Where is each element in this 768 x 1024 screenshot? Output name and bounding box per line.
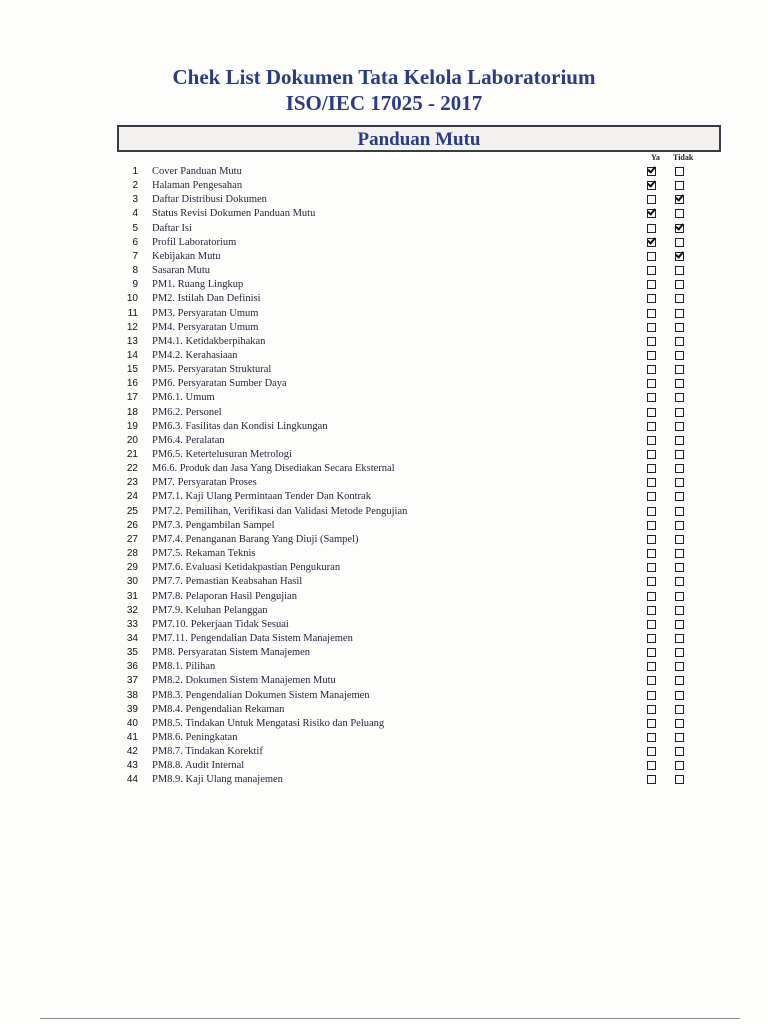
tidak-checkbox[interactable] bbox=[675, 436, 684, 445]
item-label: PM7.3. Pengambilan Sampel bbox=[152, 519, 275, 531]
item-label: PM3. Persyaratan Umum bbox=[152, 307, 259, 319]
checklist-row bbox=[0, 505, 768, 519]
ya-checkbox[interactable] bbox=[647, 662, 656, 671]
item-number: 31 bbox=[126, 590, 138, 602]
ya-checkbox[interactable] bbox=[647, 535, 656, 544]
tidak-checkbox[interactable] bbox=[675, 422, 684, 431]
tidak-checkbox[interactable] bbox=[675, 719, 684, 728]
item-number: 22 bbox=[126, 463, 138, 475]
tidak-checkbox[interactable] bbox=[675, 620, 684, 629]
checklist-row bbox=[0, 632, 768, 646]
item-label: PM8. Persyaratan Sistem Manajemen bbox=[152, 647, 311, 659]
checklist-row bbox=[0, 745, 768, 759]
item-label: Cover Panduan Mutu bbox=[152, 166, 242, 177]
item-label: PM1. Ruang Lingkup bbox=[152, 279, 244, 291]
item-number: 38 bbox=[126, 689, 138, 701]
checklist-row bbox=[0, 349, 768, 363]
checklist-row bbox=[0, 236, 768, 250]
item-label: Daftar Isi bbox=[152, 222, 192, 234]
tidak-checkbox[interactable] bbox=[675, 507, 684, 516]
ya-checkbox[interactable] bbox=[647, 563, 656, 572]
ya-checkbox[interactable] bbox=[647, 379, 656, 388]
checklist-row bbox=[0, 307, 768, 321]
item-label: PM8.2. Dokumen Sistem Manajemen Mutu bbox=[152, 675, 336, 687]
item-label: PM4.1. Ketidakberpihakan bbox=[152, 335, 266, 347]
ya-checkbox[interactable] bbox=[647, 620, 656, 629]
item-number: 24 bbox=[126, 491, 138, 503]
ya-checkbox[interactable] bbox=[647, 167, 656, 176]
ya-checkbox[interactable] bbox=[647, 577, 656, 586]
item-number: 20 bbox=[126, 434, 138, 446]
checklist-row bbox=[0, 561, 768, 575]
item-number: 29 bbox=[126, 562, 138, 574]
tidak-checkbox[interactable] bbox=[675, 775, 684, 784]
checklist-row bbox=[0, 703, 768, 717]
checklist-row bbox=[0, 391, 768, 405]
checklist-row bbox=[0, 759, 768, 773]
item-label: PM7.1. Kaji Ulang Permintaan Tender Dan Kontrak bbox=[152, 491, 371, 503]
tidak-checkbox[interactable] bbox=[675, 592, 684, 601]
ya-checkbox[interactable] bbox=[647, 676, 656, 685]
checklist-row bbox=[0, 618, 768, 632]
tidak-checkbox[interactable] bbox=[675, 521, 684, 530]
checklist-row bbox=[0, 193, 768, 207]
item-label: PM8.6. Peningkatan bbox=[152, 732, 238, 743]
tidak-checkbox[interactable] bbox=[675, 535, 684, 544]
item-number: 36 bbox=[126, 661, 138, 673]
item-number: 39 bbox=[126, 703, 138, 715]
checklist-row bbox=[0, 717, 768, 731]
item-label: Kebijakan Mutu bbox=[152, 250, 221, 262]
ya-checkbox[interactable] bbox=[647, 195, 656, 204]
ya-checkbox[interactable] bbox=[647, 351, 656, 360]
item-number: 5 bbox=[132, 222, 138, 234]
tidak-checkbox[interactable] bbox=[675, 351, 684, 360]
tidak-checkbox[interactable] bbox=[675, 309, 684, 318]
tidak-checkbox[interactable] bbox=[675, 266, 684, 275]
item-number: 15 bbox=[126, 364, 138, 376]
item-number: 21 bbox=[126, 449, 138, 460]
item-label: M6.6. Produk dan Jasa Yang Disediakan Secara Eksternal bbox=[152, 463, 395, 475]
item-label: Daftar Distribusi Dokumen bbox=[152, 194, 267, 206]
item-number: 44 bbox=[126, 774, 138, 786]
checklist-row bbox=[0, 321, 768, 335]
tidak-checkbox[interactable] bbox=[675, 252, 684, 261]
item-number: 27 bbox=[126, 533, 138, 545]
checklist-row bbox=[0, 448, 768, 462]
checklist-row bbox=[0, 264, 768, 278]
item-label: PM6.4. Peralatan bbox=[152, 434, 225, 446]
ya-checkbox[interactable] bbox=[647, 408, 656, 417]
item-label: PM6.1. Umum bbox=[152, 392, 215, 404]
item-number: 18 bbox=[126, 406, 138, 418]
tidak-checkbox[interactable] bbox=[675, 733, 684, 742]
item-label: PM7.5. Rekaman Teknis bbox=[152, 548, 256, 560]
item-number: 19 bbox=[126, 420, 138, 432]
ya-checkbox[interactable] bbox=[647, 323, 656, 332]
item-label: PM7.10. Pekerjaan Tidak Sesuai bbox=[152, 618, 289, 630]
item-label: PM6.5. Ketertelusuran Metrologi bbox=[152, 449, 292, 460]
tidak-checkbox[interactable] bbox=[675, 408, 684, 417]
item-number: 26 bbox=[126, 519, 138, 531]
ya-checkbox[interactable] bbox=[647, 266, 656, 275]
item-label: PM7.6. Evaluasi Ketidakpastian Pengukuran bbox=[152, 562, 341, 574]
item-label: PM4. Persyaratan Umum bbox=[152, 321, 259, 333]
checklist-row bbox=[0, 660, 768, 674]
ya-checkbox[interactable] bbox=[647, 507, 656, 516]
page-bottom-edge bbox=[40, 1018, 740, 1019]
ya-checkbox[interactable] bbox=[647, 733, 656, 742]
item-label: PM8.8. Audit Internal bbox=[152, 760, 245, 772]
ya-checkbox[interactable] bbox=[647, 747, 656, 756]
item-label: Sasaran Mutu bbox=[152, 265, 211, 277]
ya-checkbox[interactable] bbox=[647, 478, 656, 487]
tidak-checkbox[interactable] bbox=[675, 224, 684, 233]
tidak-checkbox[interactable] bbox=[675, 634, 684, 643]
item-label: PM8.1. Pilihan bbox=[152, 661, 216, 673]
item-label: PM6.3. Fasilitas dan Kondisi Lingkungan bbox=[152, 420, 328, 432]
ya-checkbox[interactable] bbox=[647, 691, 656, 700]
tidak-checkbox[interactable] bbox=[675, 393, 684, 402]
tidak-checkbox[interactable] bbox=[675, 549, 684, 558]
item-number: 34 bbox=[126, 632, 138, 644]
tidak-checkbox[interactable] bbox=[675, 478, 684, 487]
ya-checkbox[interactable] bbox=[647, 606, 656, 615]
tidak-checkbox[interactable] bbox=[675, 464, 684, 473]
tidak-checkbox[interactable] bbox=[675, 705, 684, 714]
tidak-checkbox[interactable] bbox=[675, 167, 684, 176]
ya-checkbox[interactable] bbox=[647, 719, 656, 728]
item-label: Halaman Pengesahan bbox=[152, 180, 243, 192]
tidak-checkbox[interactable] bbox=[675, 606, 684, 615]
tidak-checkbox[interactable] bbox=[675, 676, 684, 685]
tidak-checkbox[interactable] bbox=[675, 280, 684, 289]
ya-checkbox[interactable] bbox=[647, 224, 656, 233]
checklist-row bbox=[0, 646, 768, 660]
item-label: PM4.2. Kerahasiaan bbox=[152, 349, 238, 361]
item-label: Status Revisi Dokumen Panduan Mutu bbox=[152, 208, 316, 220]
ya-checkbox[interactable] bbox=[647, 648, 656, 657]
item-label: PM8.9. Kaji Ulang manajemen bbox=[152, 774, 283, 786]
section-header bbox=[117, 125, 721, 152]
checklist-row bbox=[0, 731, 768, 745]
item-number: 23 bbox=[126, 477, 138, 489]
ya-checkbox[interactable] bbox=[647, 238, 656, 247]
ya-checkbox[interactable] bbox=[647, 309, 656, 318]
document-subtitle: ISO/IEC 17025 - 2017 bbox=[285, 91, 483, 115]
ya-checkbox[interactable] bbox=[647, 422, 656, 431]
item-number: 9 bbox=[132, 279, 138, 291]
ya-checkbox[interactable] bbox=[647, 464, 656, 473]
item-number: 2 bbox=[132, 180, 138, 192]
checklist-row bbox=[0, 165, 768, 179]
checklist-row bbox=[0, 250, 768, 264]
item-number: 7 bbox=[132, 250, 138, 262]
item-label: PM8.5. Tindakan Untuk Mengatasi Risiko dan Peluang bbox=[152, 717, 385, 729]
tidak-checkbox[interactable] bbox=[675, 365, 684, 374]
ya-checkbox[interactable] bbox=[647, 181, 656, 190]
tidak-checkbox[interactable] bbox=[675, 761, 684, 770]
tidak-checkbox[interactable] bbox=[675, 209, 684, 218]
ya-checkbox[interactable] bbox=[647, 252, 656, 261]
item-number: 8 bbox=[132, 265, 138, 277]
ya-checkbox[interactable] bbox=[647, 705, 656, 714]
tidak-checkbox[interactable] bbox=[675, 195, 684, 204]
tidak-checkbox[interactable] bbox=[675, 238, 684, 247]
tidak-checkbox[interactable] bbox=[675, 294, 684, 303]
item-label: PM7.9. Keluhan Pelanggan bbox=[152, 604, 268, 616]
checklist-row bbox=[0, 222, 768, 236]
checklist-row bbox=[0, 689, 768, 703]
item-number: 37 bbox=[126, 675, 138, 687]
ya-checkbox[interactable] bbox=[647, 592, 656, 601]
ya-checkbox[interactable] bbox=[647, 450, 656, 459]
item-label: PM7.11. Pengendalian Data Sistem Manajemen bbox=[152, 632, 353, 644]
item-label: PM6. Persyaratan Sumber Daya bbox=[152, 378, 287, 390]
tidak-checkbox[interactable] bbox=[675, 747, 684, 756]
ya-checkbox[interactable] bbox=[647, 521, 656, 530]
item-number: 10 bbox=[126, 293, 138, 305]
checklist-row bbox=[0, 292, 768, 306]
checklist-row bbox=[0, 476, 768, 490]
checklist-row bbox=[0, 179, 768, 193]
ya-checkbox[interactable] bbox=[647, 337, 656, 346]
checklist-row bbox=[0, 490, 768, 504]
document-title: Chek List Dokumen Tata Kelola Laboratorium bbox=[172, 65, 596, 89]
tidak-checkbox[interactable] bbox=[675, 450, 684, 459]
item-number: 14 bbox=[126, 349, 138, 361]
item-number: 32 bbox=[126, 604, 138, 616]
item-label: PM8.3. Pengendalian Dokumen Sistem Manajemen bbox=[152, 689, 370, 701]
item-number: 41 bbox=[126, 732, 138, 743]
item-number: 35 bbox=[126, 647, 138, 659]
item-number: 28 bbox=[126, 548, 138, 560]
ya-checkbox[interactable] bbox=[647, 775, 656, 784]
checklist-row bbox=[0, 462, 768, 476]
column-header-ya: Ya bbox=[651, 153, 660, 162]
checklist-row bbox=[0, 590, 768, 604]
item-number: 40 bbox=[126, 717, 138, 729]
item-label: PM8.4. Pengendalian Rekaman bbox=[152, 703, 285, 715]
checklist-row bbox=[0, 773, 768, 787]
checklist-row bbox=[0, 575, 768, 589]
ya-checkbox[interactable] bbox=[647, 634, 656, 643]
ya-checkbox[interactable] bbox=[647, 549, 656, 558]
section-title: Panduan Mutu bbox=[357, 129, 481, 150]
item-label: PM5. Persyaratan Struktural bbox=[152, 364, 272, 376]
ya-checkbox[interactable] bbox=[647, 365, 656, 374]
tidak-checkbox[interactable] bbox=[675, 323, 684, 332]
item-number: 25 bbox=[126, 505, 138, 517]
item-number: 6 bbox=[132, 236, 138, 248]
checklist-row bbox=[0, 335, 768, 349]
item-number: 16 bbox=[126, 378, 138, 390]
item-number: 33 bbox=[126, 618, 138, 630]
item-number: 1 bbox=[132, 166, 138, 177]
ya-checkbox[interactable] bbox=[647, 209, 656, 218]
item-label: PM6.2. Personel bbox=[152, 406, 222, 418]
item-number: 43 bbox=[126, 760, 138, 772]
ya-checkbox[interactable] bbox=[647, 436, 656, 445]
tidak-checkbox[interactable] bbox=[675, 662, 684, 671]
ya-checkbox[interactable] bbox=[647, 280, 656, 289]
item-number: 3 bbox=[132, 194, 138, 206]
ya-checkbox[interactable] bbox=[647, 492, 656, 501]
item-number: 4 bbox=[132, 208, 138, 220]
tidak-checkbox[interactable] bbox=[675, 691, 684, 700]
item-label: PM8.7. Tindakan Korektif bbox=[152, 746, 263, 758]
checklist-row bbox=[0, 434, 768, 448]
item-number: 42 bbox=[126, 746, 138, 758]
checklist-row bbox=[0, 363, 768, 377]
column-header-tidak: Tidak bbox=[673, 153, 694, 162]
item-label: PM7.7. Pemastian Keabsahan Hasil bbox=[152, 576, 303, 588]
ya-checkbox[interactable] bbox=[647, 294, 656, 303]
item-number: 12 bbox=[126, 321, 138, 333]
item-label: PM7.8. Pelaporan Hasil Pengujian bbox=[152, 590, 297, 602]
tidak-checkbox[interactable] bbox=[675, 563, 684, 572]
item-label: PM7.4. Penanganan Barang Yang Diuji (Sampel) bbox=[152, 533, 359, 545]
item-label: PM2. Istilah Dan Definisi bbox=[152, 293, 261, 305]
tidak-checkbox[interactable] bbox=[675, 648, 684, 657]
tidak-checkbox[interactable] bbox=[675, 577, 684, 586]
tidak-checkbox[interactable] bbox=[675, 492, 684, 501]
item-label: PM7. Persyaratan Proses bbox=[152, 477, 257, 489]
ya-checkbox[interactable] bbox=[647, 393, 656, 402]
ya-checkbox[interactable] bbox=[647, 761, 656, 770]
tidak-checkbox[interactable] bbox=[675, 379, 684, 388]
item-number: 17 bbox=[126, 392, 138, 404]
checklist-row bbox=[0, 604, 768, 618]
checklist-row bbox=[0, 420, 768, 434]
checklist-row bbox=[0, 519, 768, 533]
tidak-checkbox[interactable] bbox=[675, 337, 684, 346]
checklist-row bbox=[0, 406, 768, 420]
item-label: PM7.2. Pemilihan, Verifikasi dan Validasi Metode Pengujian bbox=[152, 505, 408, 517]
item-number: 13 bbox=[126, 335, 138, 347]
tidak-checkbox[interactable] bbox=[675, 181, 684, 190]
checklist-row bbox=[0, 547, 768, 561]
item-number: 30 bbox=[126, 576, 138, 588]
checklist-row bbox=[0, 533, 768, 547]
checklist-row bbox=[0, 207, 768, 221]
item-number: 11 bbox=[127, 307, 138, 319]
checklist-row bbox=[0, 674, 768, 688]
item-label: Profil Laboratorium bbox=[152, 236, 237, 248]
checklist-row bbox=[0, 377, 768, 391]
checklist-row bbox=[0, 278, 768, 292]
